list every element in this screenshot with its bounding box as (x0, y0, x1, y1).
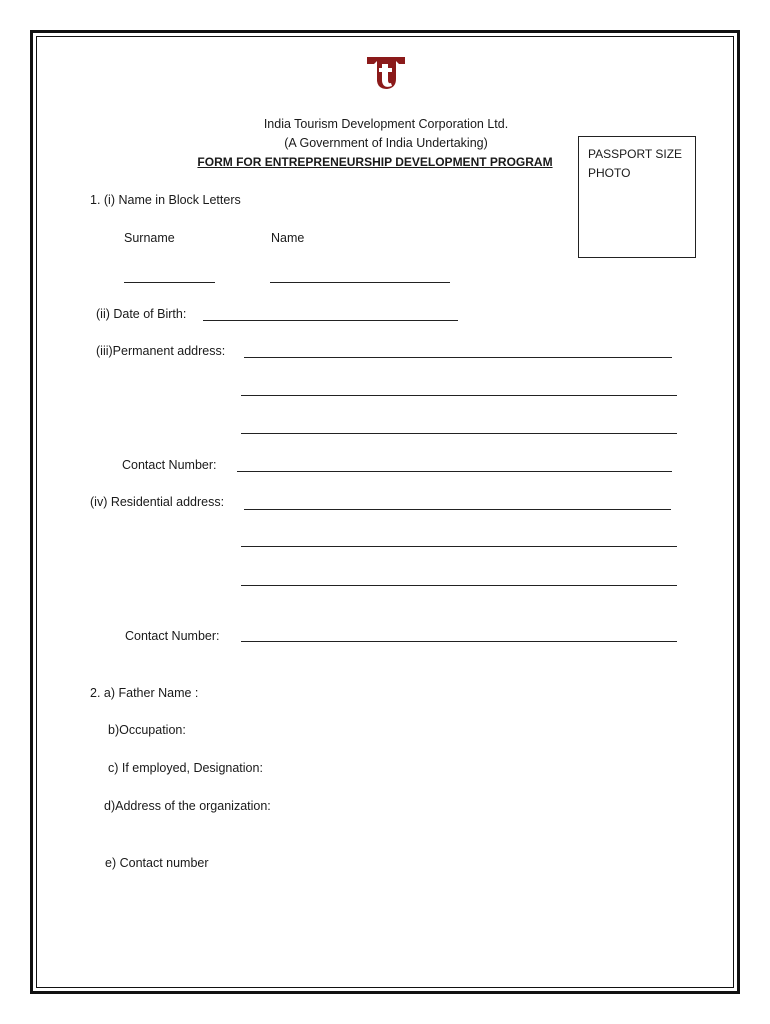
permanent-address-line1[interactable] (244, 357, 672, 358)
surname-field[interactable] (124, 282, 215, 283)
dob-label: (ii) Date of Birth: (96, 307, 187, 321)
org-subtitle: (A Government of India Undertaking) (284, 136, 488, 150)
permanent-address-line3[interactable] (241, 433, 677, 434)
photo-label-line2: PHOTO (588, 166, 631, 180)
residential-address-line3[interactable] (241, 585, 677, 586)
contact-number-label-1: Contact Number: (122, 458, 217, 472)
name-field[interactable] (270, 282, 450, 283)
contact-number-field-2[interactable] (241, 641, 677, 642)
name-block-letters-label: 1. (i) Name in Block Letters (90, 193, 241, 207)
contact-number-label-3: e) Contact number (105, 856, 209, 870)
contact-number-field-1[interactable] (237, 471, 672, 472)
name-label: Name (271, 231, 305, 245)
residential-address-label: (iv) Residential address: (90, 495, 225, 509)
permanent-address-line2[interactable] (241, 395, 677, 396)
permanent-address-label: (iii)Permanent address: (96, 344, 226, 358)
designation-label: c) If employed, Designation: (108, 761, 263, 775)
residential-address-line2[interactable] (241, 546, 677, 547)
org-name: India Tourism Development Corporation Ltd. (263, 117, 509, 131)
father-name-label: 2. a) Father Name : (90, 686, 199, 700)
residential-address-line1[interactable] (244, 509, 671, 510)
occupation-label: b)Occupation: (108, 723, 186, 737)
contact-number-label-2: Contact Number: (125, 629, 220, 643)
dob-field[interactable] (203, 320, 458, 321)
passport-photo-box (578, 136, 696, 258)
surname-label: Surname (124, 231, 175, 245)
form-title: FORM FOR ENTREPRENEURSHIP DEVELOPMENT PROGRAM (197, 155, 553, 169)
itdc-logo-icon (366, 55, 406, 93)
photo-label-line1: PASSPORT SIZE (588, 147, 683, 161)
organization-address-label: d)Address of the organization: (104, 799, 271, 813)
